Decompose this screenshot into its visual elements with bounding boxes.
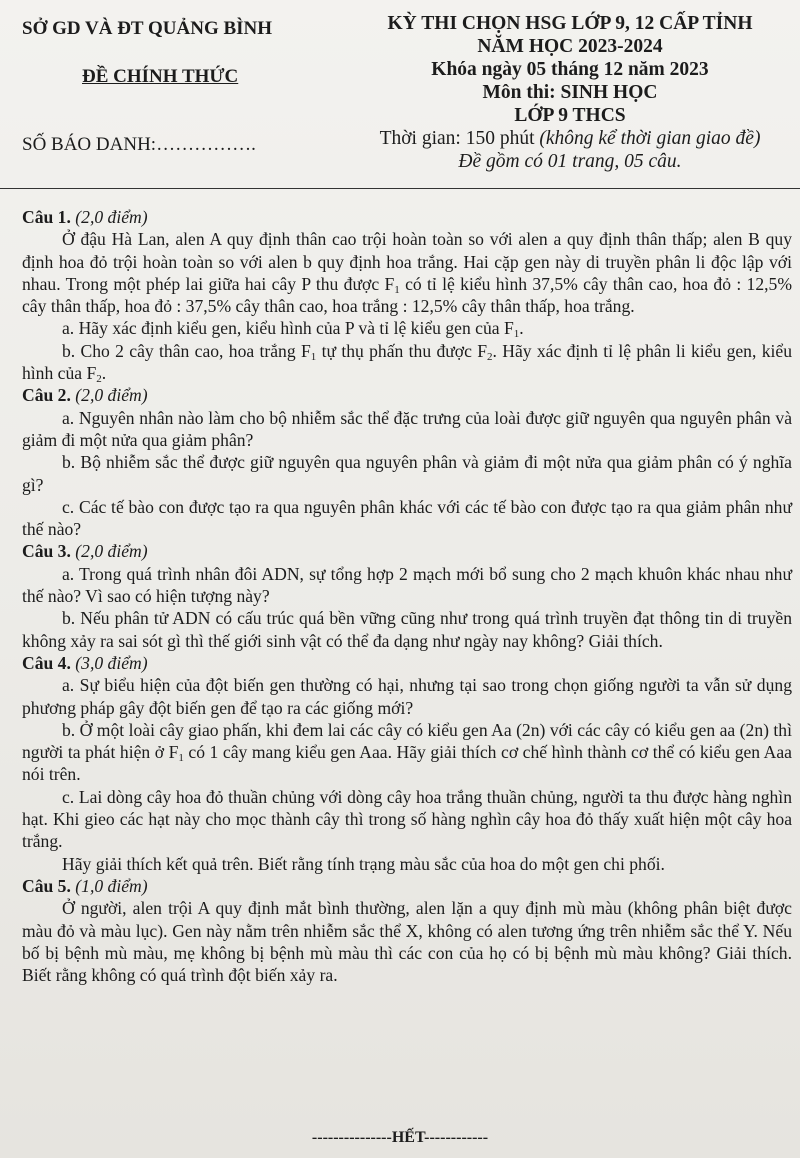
q3-title xyxy=(22,540,792,562)
q3-b: b. Nếu phân tử ADN có cấu trúc quá bền vững cũng như trong quá trình truyền đạt thông tin di truyền không xảy ra sai sót gì thì thế giới sinh vật có thể đa dạng như ngày nay không? Giải thích. xyxy=(22,608,792,651)
official-label: ĐỀ CHÍNH THỨC xyxy=(82,66,239,87)
exam-title: KỲ THI CHỌN HSG LỚP 9, 12 CẤP TỈNH xyxy=(387,13,753,34)
candidate-number: SỐ BÁO DANH:……………. xyxy=(22,134,256,155)
q5-points: (1,0 điểm) xyxy=(75,875,148,896)
q2-c: c. Các tế bào con được tạo ra qua nguyên phân khác với các tế bào con được tạo ra qua giảm phân như thế nào? xyxy=(22,496,792,540)
exam-body xyxy=(22,206,792,986)
q2-title xyxy=(22,384,792,406)
q5-title xyxy=(22,875,792,897)
header-right xyxy=(340,12,800,173)
q2-points: (2,0 điểm) xyxy=(75,385,148,406)
q1-intro xyxy=(22,228,792,317)
q1-a xyxy=(22,317,792,339)
q4-a: a. Sự biểu hiện của đột biến gen thường có hại, nhưng tại sao trong chọn giống người ta vẫn sử dụng phương pháp gây đột biến gen để tạo ra các giống mới? xyxy=(22,675,792,718)
q3-label: Câu 3. xyxy=(22,541,71,562)
time-note: (không kể thời gian giao đề) xyxy=(539,128,761,149)
q1-b-sub-2: 2 xyxy=(487,350,493,363)
exam-date: Khóa ngày 05 tháng 12 năm 2023 xyxy=(431,59,709,80)
q4-d: Hãy giải thích kết quả trên. Biết rằng tính trạng màu sắc của hoa do một gen chi phối. xyxy=(62,853,665,874)
q1-intro-text-2: có tỉ lệ kiểu hình 37,5% cây thân cao, hoa đỏ : 12,5% cây thân thấp, hoa đỏ : 37,5% cây thân cao, hoa trắng : 12,5% cây thân thấp, hoa trắng. xyxy=(22,273,792,317)
q1-b-text-2: tự thụ phấn thu được F xyxy=(316,340,488,361)
q4-b-sub: 1 xyxy=(178,752,184,765)
q1-b xyxy=(22,340,792,385)
q1-b-text-3: . Hãy xác định tỉ lệ phân li kiểu gen, kiểu hình của F xyxy=(22,340,792,384)
q1-points: (2,0 điểm) xyxy=(75,207,148,227)
q1-b-end: . xyxy=(101,363,107,384)
q1-label: Câu 1. xyxy=(22,207,71,227)
q3-a: a. Trong quá trình nhân đôi ADN, sự tổng hợp 2 mạch mới bổ sung cho 2 mạch khuôn khác nhau như thế nào? Vì sao có hiện tượng này? xyxy=(22,563,792,607)
subject: Môn thi: SINH HỌC xyxy=(482,82,658,103)
q1-intro-text-1: Ở đậu Hà Lan, alen A quy định thân cao trội hoàn toàn so với alen a quy định thân thấp; alen B quy định hoa đỏ trội hoàn toàn so với alen b quy định hoa trắng. Hai cặp gen này di truyền phân li độc lập với nhau. Trong một phép lai giữa hai cây P thu được F xyxy=(22,229,792,294)
q4-points: (3,0 điểm) xyxy=(75,652,148,673)
q5-text: Ở người, alen trội A quy định mắt bình thường, alen lặn a quy định mù màu (không phân biệt được màu đỏ và màu lục). Gen này nằm trên nhiễm sắc thể X, không có alen tương ứng trên nhiễm sắc thể Y. Nếu bố bị bệnh mù màu, mẹ không bị bệnh mù màu thì các con của họ có bị bệnh mù màu không? Giải thích. Biết rằng không có quá trình đột biến xảy ra. xyxy=(22,898,792,986)
q1-a-sub: 1 xyxy=(513,328,520,341)
q1-title xyxy=(22,206,792,228)
q4-b xyxy=(22,719,792,786)
q1-a-text: a. Hãy xác định kiểu gen, kiểu hình của P và tỉ lệ kiểu gen của F xyxy=(62,318,514,339)
q3-points: (2,0 điểm) xyxy=(75,541,148,562)
time-prefix: Thời gian: 150 phút xyxy=(379,128,535,149)
q5-label: Câu 5. xyxy=(22,875,71,896)
q1-b-sub-3: 2 xyxy=(96,373,102,386)
q2-label: Câu 2. xyxy=(22,385,71,406)
end-marker: ---------------HẾT------------ xyxy=(311,1129,489,1146)
pages-note: Đề gồm có 01 trang, 05 câu. xyxy=(458,151,682,172)
q1-b-text-1: b. Cho 2 cây thân cao, hoa trắng F xyxy=(62,340,311,361)
time-line xyxy=(340,127,800,150)
school-year: NĂM HỌC 2023-2024 xyxy=(477,36,663,57)
header-divider xyxy=(0,188,800,189)
department-name: SỞ GD VÀ ĐT QUẢNG BÌNH xyxy=(22,18,273,39)
q2-b: b. Bộ nhiễm sắc thể được giữ nguyên qua nguyên phân và giảm đi một nửa qua giảm phân có ý nghĩa gì? xyxy=(22,452,792,495)
q1-b-sub-1: 1 xyxy=(310,350,317,363)
q1-a-end: . xyxy=(519,318,524,339)
grade: LỚP 9 THCS xyxy=(514,105,626,126)
q4-title xyxy=(22,652,792,674)
q4-b-text-1: b. Ở một loài cây giao phấn, khi đem lai các cây có kiểu gen Aa (2n) với các cây có kiểu gen aa (2n) thì người ta phát hiện ở F xyxy=(22,719,792,763)
q4-b-text-2: có 1 cây mang kiểu gen Aaa. Hãy giải thích cơ chế hình thành cơ thể có kiểu gen Aaa nói trên. xyxy=(22,742,792,785)
q1-intro-sub: 1 xyxy=(394,283,400,296)
q2-a: a. Nguyên nhân nào làm cho bộ nhiễm sắc thể đặc trưng của loài được giữ nguyên qua nguyên phân và giảm đi một nửa qua giảm phân? xyxy=(22,407,792,450)
q4-c: c. Lai dòng cây hoa đỏ thuần chủng với dòng cây hoa trắng thuần chủng, người ta thu được hàng nghìn hạt. Khi gieo các hạt này cho mọc thành cây thì trong số hàng nghìn cây hoa đỏ thấy xuất hiện một cây hoa trắng. xyxy=(22,786,792,852)
q4-label: Câu 4. xyxy=(22,652,71,673)
